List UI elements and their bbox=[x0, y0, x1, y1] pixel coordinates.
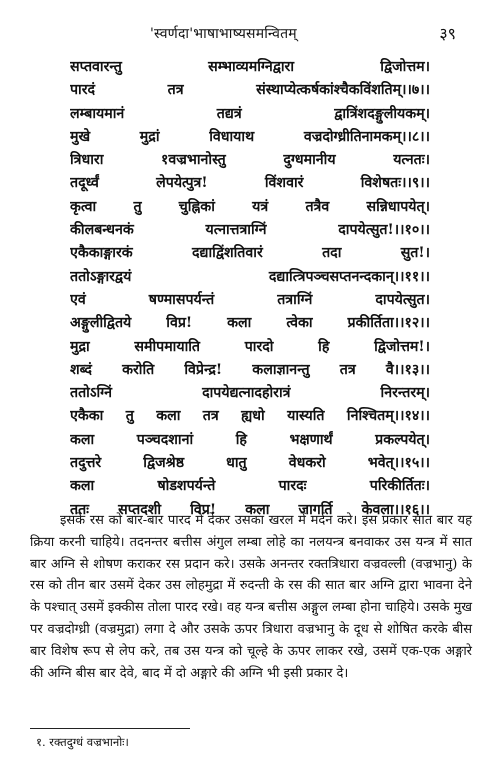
verse-line: कला पञ्चदशानां हि भक्षणार्थं प्रकल्पयेत्। bbox=[70, 431, 430, 448]
verse-line: मुखे मुद्रां विधायाथ वज्रदोग्ध्रीतिनामकम्।।८।। bbox=[70, 128, 430, 145]
verse-line: ततोऽग्निं दापयेद्यत्नादहोरात्रं निरन्तरम्। bbox=[70, 385, 430, 402]
footnote: १. रक्तदुग्धं वज्रभानोः। bbox=[36, 735, 129, 749]
verse-line: मुद्रा समीपमायाति पारदो हि द्विजोत्तम!। bbox=[70, 338, 430, 355]
commentary-paragraph: इसके रस को बार-बार पारद में देकर उसका खरल में मर्दन करे। इस प्रकार सात बार यह क्रिया करनी चाहिये। तदनन्तर बत्तीस अंगुल लम्बा लोहे का नलयन्त्र बनवाकर उस यन्त्र में सात बार अग्नि से शोषण कराकर रस प्रदान करे। उसके अनन्तर रक्तत्रिधारा वज्रवल्ली (वज्रभानु) के रस को तीन बार उसमें देकर उस लोहमुद्रा में रुदन्ती के रस की सात बार अग्नि द्वारा भावना देने के पश्चात् उसमें इक्कीस तोला पारद रखे। वह यन्त्र बत्तीस अङ्गुल लम्बा होना चाहिये। उसके मुख पर वज्रदोग्ध्री (वज्रमुद्रा) लगा दे और उसके ऊपर त्रिधारा वज्रभानु के दूध से शोषित करके बीस बार विशेष रूप से लेप करे, तब उस यन्त्र को चूल्हे के ऊपर लाकर रखे, उसमें एक-एक अङ्गारे की अग्नि बीस बार देवे, बाद में दो अङ्गारे की अग्नि भी इसी प्रकार दे। bbox=[30, 513, 472, 681]
verse-line: कीलबन्धनकं यत्नात्तत्राग्निं दापयेत्सुत!।।१०।। bbox=[70, 222, 430, 239]
verse-line: पारदं तत्र संस्थाप्येत्कर्षकांश्चैकविंशतिम्।।७।। bbox=[70, 82, 430, 99]
running-title: 'स्वर्णदा'भाषाभाष्यसमन्वितम् bbox=[150, 26, 297, 42]
verse-line: ततोऽङ्गारद्वयं दद्यात्त्रिपञ्चसप्तनन्दकान्।।११।। bbox=[70, 268, 430, 285]
verse-line: कला षोडशपर्यन्ते पारदः परिकीर्तितः। bbox=[70, 478, 430, 495]
verse-line: शब्दं करोति विप्रेन्द्र! कलाज्ञानन्तु तत्र वै।।१३।। bbox=[70, 361, 430, 378]
verse-line: तदुत्तरे द्विजश्रेष्ठ धातु वेधकरो भवेत्।।१५।। bbox=[70, 455, 430, 472]
verse-line: लम्बायमानं तद्यत्रं द्वात्रिंशदङ्गुलीयकम्। bbox=[70, 105, 430, 122]
footnote-divider bbox=[30, 728, 190, 729]
verse-line: सप्तवारन्तु सम्भाव्यमग्निद्वारा द्विजोत्तम। bbox=[70, 59, 430, 75]
verse-line: त्रिधारा १वज्रभानोस्तु दुग्धमानीय यत्नतः। bbox=[70, 152, 430, 169]
verse-line: एकैका तु कला तत्र ह्यधो यास्यति निश्चितम्।।१४।। bbox=[70, 408, 430, 425]
verse-line: अङ्गुलीद्वितये विप्र! कला त्वेका प्रकीर्तिता।।१२।। bbox=[70, 315, 430, 332]
verse-line: कृत्वा तु चुह्निकां यत्रं तत्रैव सन्निधापयेत्। bbox=[70, 198, 430, 215]
verse-line: एवं षण्मासपर्यन्तं तत्राग्निं दापयेत्सुत। bbox=[70, 291, 430, 308]
verse-line: ततः सप्तदशी विप्र! कला जागर्ति केवला।।१६।। bbox=[70, 501, 430, 518]
verse-line: तदूर्ध्वं लेपयेत्पुत्र! विंशवारं विशेषतः।।९।। bbox=[70, 175, 430, 192]
page-number: ३९ bbox=[439, 24, 456, 43]
verse-line: एकैकाङ्गारकं दद्याद्विंशतिवारं तदा सुत!। bbox=[70, 245, 430, 262]
verse-block bbox=[70, 56, 430, 522]
